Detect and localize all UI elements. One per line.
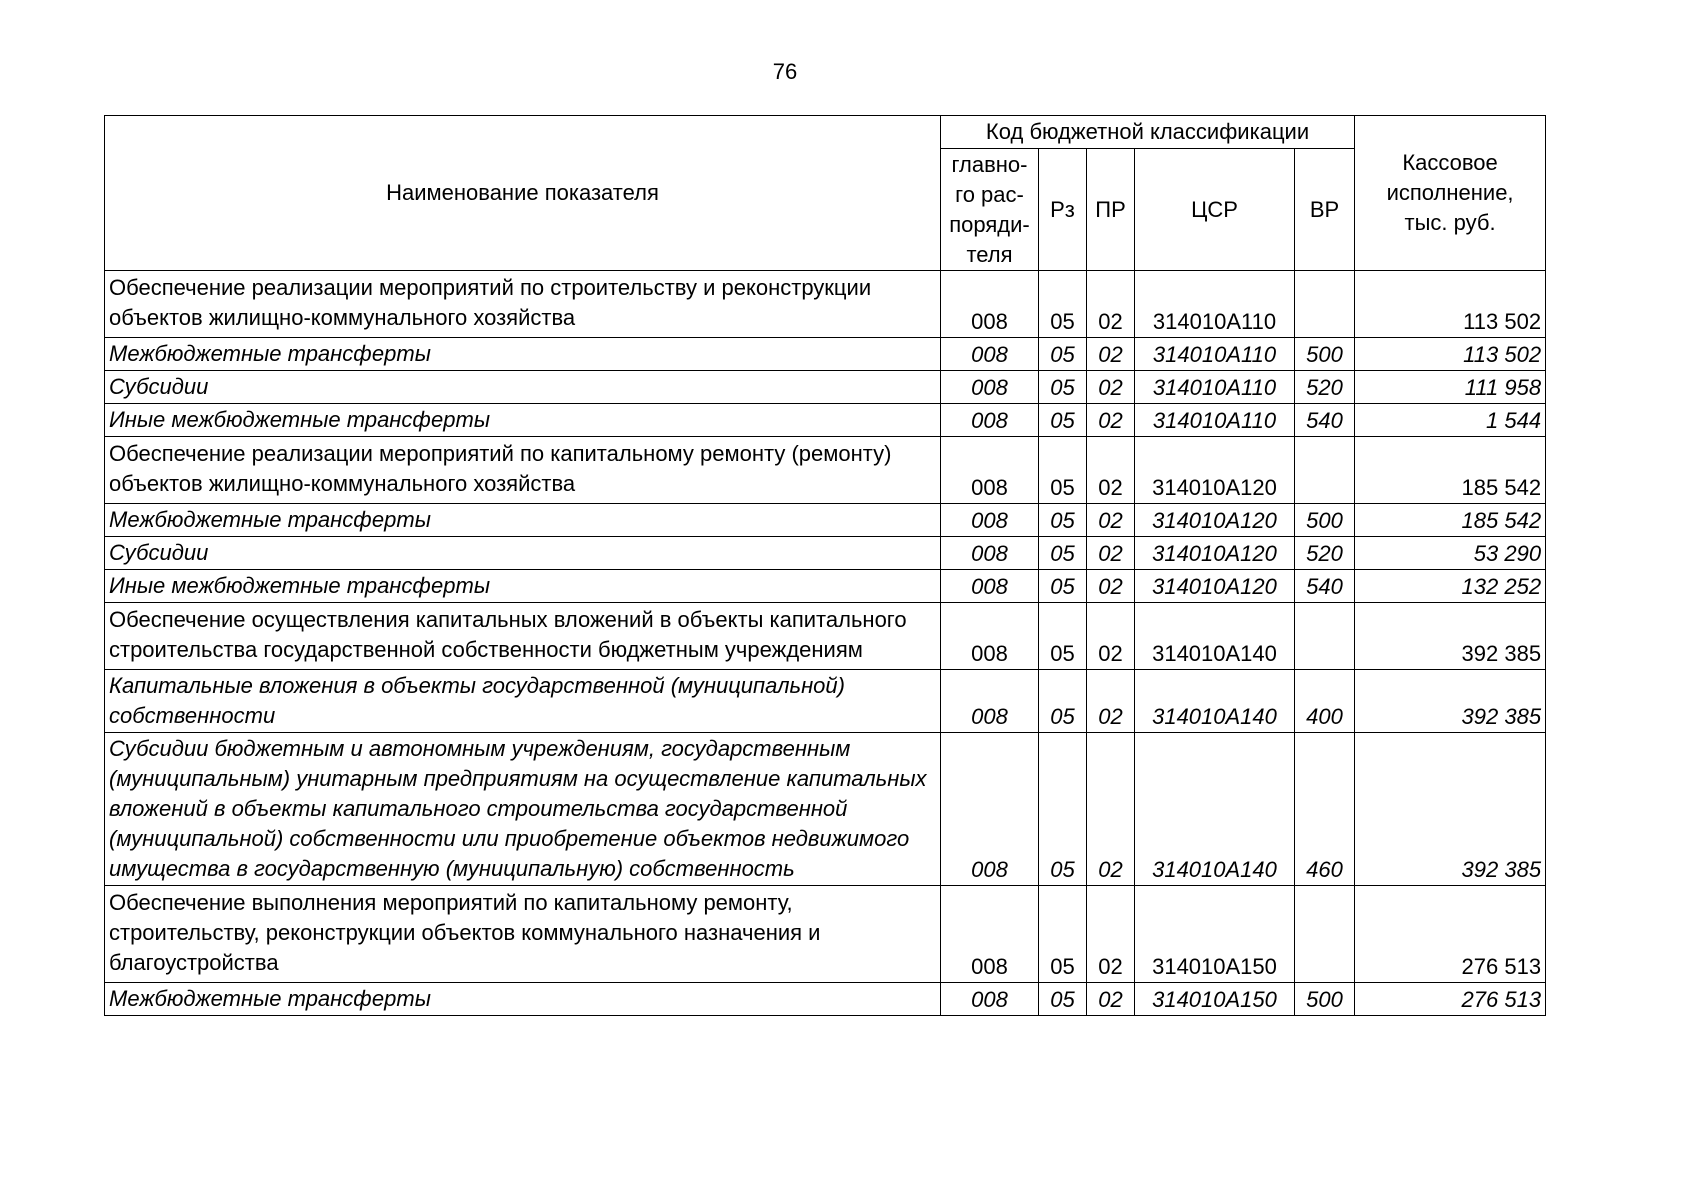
cell-pr: 02 xyxy=(1087,271,1135,338)
header-code-group: Код бюджетной классификации xyxy=(941,116,1355,149)
header-grbs-line: главно- xyxy=(951,151,1028,177)
cell-pr: 02 xyxy=(1087,570,1135,603)
table-row xyxy=(105,670,1546,733)
cell-pr: 02 xyxy=(1087,670,1135,733)
table-row xyxy=(105,537,1546,570)
cell-csr: 314010А110 xyxy=(1135,404,1295,437)
cell-grbs: 008 xyxy=(941,537,1039,570)
cell-vr: 500 xyxy=(1295,504,1355,537)
cell-csr: 314010А150 xyxy=(1135,886,1295,983)
header-csr: ЦСР xyxy=(1135,149,1295,271)
table-body xyxy=(105,271,1546,1016)
cell-grbs: 008 xyxy=(941,983,1039,1016)
cell-amount: 111 958 xyxy=(1355,371,1546,404)
header-grbs-line: теля xyxy=(966,241,1013,267)
cell-vr xyxy=(1295,603,1355,670)
header-amount xyxy=(1355,116,1546,271)
cell-grbs: 008 xyxy=(941,886,1039,983)
cell-grbs: 008 xyxy=(941,603,1039,670)
cell-rz: 05 xyxy=(1039,886,1087,983)
cell-vr: 500 xyxy=(1295,338,1355,371)
table-row xyxy=(105,271,1546,338)
cell-name: Субсидии xyxy=(105,371,941,404)
cell-rz: 05 xyxy=(1039,603,1087,670)
cell-rz: 05 xyxy=(1039,338,1087,371)
header-pr: ПР xyxy=(1087,149,1135,271)
cell-name: Субсидии бюджетным и автономным учреждениям, государственным (муниципальным) унитарным предприятиям на осуществление капитальных вложений в объекты капитального строительства государственной (муниципальной) собственности или приобретение объектов недвижимого имущества в государственную (муниципальную) собственность xyxy=(105,733,941,886)
cell-pr: 02 xyxy=(1087,983,1135,1016)
table-row xyxy=(105,437,1546,504)
cell-vr: 520 xyxy=(1295,371,1355,404)
cell-amount: 185 542 xyxy=(1355,504,1546,537)
cell-name: Иные межбюджетные трансферты xyxy=(105,404,941,437)
cell-rz: 05 xyxy=(1039,670,1087,733)
cell-vr xyxy=(1295,271,1355,338)
cell-pr: 02 xyxy=(1087,733,1135,886)
header-name: Наименование показателя xyxy=(105,116,941,271)
cell-csr: 314010А120 xyxy=(1135,437,1295,504)
table-row xyxy=(105,504,1546,537)
cell-rz: 05 xyxy=(1039,371,1087,404)
cell-vr: 500 xyxy=(1295,983,1355,1016)
cell-csr: 314010А140 xyxy=(1135,603,1295,670)
cell-csr: 314010А120 xyxy=(1135,570,1295,603)
cell-grbs: 008 xyxy=(941,371,1039,404)
cell-amount: 392 385 xyxy=(1355,670,1546,733)
table-row xyxy=(105,371,1546,404)
cell-grbs: 008 xyxy=(941,670,1039,733)
cell-name: Капитальные вложения в объекты государственной (муниципальной) собственности xyxy=(105,670,941,733)
cell-amount: 1 544 xyxy=(1355,404,1546,437)
cell-csr: 314010А150 xyxy=(1135,983,1295,1016)
header-amount-line: исполнение, xyxy=(1386,180,1514,205)
cell-name: Обеспечение реализации мероприятий по строительству и реконструкции объектов жилищно-коммунального хозяйства xyxy=(105,271,941,338)
cell-rz: 05 xyxy=(1039,437,1087,504)
cell-grbs: 008 xyxy=(941,271,1039,338)
cell-amount: 113 502 xyxy=(1355,338,1546,371)
cell-amount: 132 252 xyxy=(1355,570,1546,603)
cell-grbs: 008 xyxy=(941,437,1039,504)
table-row xyxy=(105,404,1546,437)
table-row xyxy=(105,733,1546,886)
cell-grbs: 008 xyxy=(941,570,1039,603)
header-grbs xyxy=(941,149,1039,271)
cell-csr: 314010А110 xyxy=(1135,338,1295,371)
budget-table xyxy=(104,115,1546,1016)
cell-csr: 314010А140 xyxy=(1135,670,1295,733)
cell-vr: 520 xyxy=(1295,537,1355,570)
cell-amount: 276 513 xyxy=(1355,886,1546,983)
cell-pr: 02 xyxy=(1087,338,1135,371)
cell-rz: 05 xyxy=(1039,271,1087,338)
cell-amount: 392 385 xyxy=(1355,603,1546,670)
cell-pr: 02 xyxy=(1087,504,1135,537)
header-amount-line: Кассовое xyxy=(1402,150,1498,175)
cell-name: Межбюджетные трансферты xyxy=(105,983,941,1016)
cell-rz: 05 xyxy=(1039,983,1087,1016)
cell-name: Субсидии xyxy=(105,537,941,570)
cell-amount: 53 290 xyxy=(1355,537,1546,570)
cell-pr: 02 xyxy=(1087,371,1135,404)
table-row xyxy=(105,603,1546,670)
cell-rz: 05 xyxy=(1039,733,1087,886)
cell-pr: 02 xyxy=(1087,437,1135,504)
table-row xyxy=(105,338,1546,371)
cell-name: Обеспечение выполнения мероприятий по капитальному ремонту, строительству, реконструкции объектов коммунального назначения и благоустройства xyxy=(105,886,941,983)
table-row xyxy=(105,983,1546,1016)
cell-vr: 460 xyxy=(1295,733,1355,886)
cell-vr xyxy=(1295,886,1355,983)
cell-csr: 314010А110 xyxy=(1135,271,1295,338)
page-number: 76 xyxy=(772,59,798,84)
cell-rz: 05 xyxy=(1039,504,1087,537)
cell-grbs: 008 xyxy=(941,338,1039,371)
cell-amount: 392 385 xyxy=(1355,733,1546,886)
cell-pr: 02 xyxy=(1087,603,1135,670)
cell-grbs: 008 xyxy=(941,404,1039,437)
cell-grbs: 008 xyxy=(941,733,1039,886)
cell-rz: 05 xyxy=(1039,537,1087,570)
table-row xyxy=(105,570,1546,603)
cell-amount: 276 513 xyxy=(1355,983,1546,1016)
cell-rz: 05 xyxy=(1039,404,1087,437)
cell-name: Межбюджетные трансферты xyxy=(105,504,941,537)
cell-name: Межбюджетные трансферты xyxy=(105,338,941,371)
cell-grbs: 008 xyxy=(941,504,1039,537)
header-grbs-line: го рас- xyxy=(955,181,1024,207)
cell-name: Иные межбюджетные трансферты xyxy=(105,570,941,603)
cell-vr: 400 xyxy=(1295,670,1355,733)
cell-amount: 185 542 xyxy=(1355,437,1546,504)
cell-vr xyxy=(1295,437,1355,504)
cell-name: Обеспечение осуществления капитальных вложений в объекты капитального строительства государственной собственности бюджетным учреждениям xyxy=(105,603,941,670)
cell-rz: 05 xyxy=(1039,570,1087,603)
table-row xyxy=(105,886,1546,983)
cell-pr: 02 xyxy=(1087,537,1135,570)
cell-vr: 540 xyxy=(1295,404,1355,437)
header-vr: ВР xyxy=(1295,149,1355,271)
header-rz: Рз xyxy=(1039,149,1087,271)
header-grbs-line: поряди- xyxy=(949,211,1030,237)
cell-csr: 314010А120 xyxy=(1135,504,1295,537)
cell-csr: 314010А110 xyxy=(1135,371,1295,404)
cell-csr: 314010А120 xyxy=(1135,537,1295,570)
cell-amount: 113 502 xyxy=(1355,271,1546,338)
cell-vr: 540 xyxy=(1295,570,1355,603)
cell-pr: 02 xyxy=(1087,886,1135,983)
budget-table-container xyxy=(104,115,1546,1016)
table-header xyxy=(105,116,1546,271)
cell-csr: 314010А140 xyxy=(1135,733,1295,886)
header-amount-line: тыс. руб. xyxy=(1404,210,1496,235)
cell-pr: 02 xyxy=(1087,404,1135,437)
cell-name: Обеспечение реализации мероприятий по капитальному ремонту (ремонту) объектов жилищно-коммунального хозяйства xyxy=(105,437,941,504)
